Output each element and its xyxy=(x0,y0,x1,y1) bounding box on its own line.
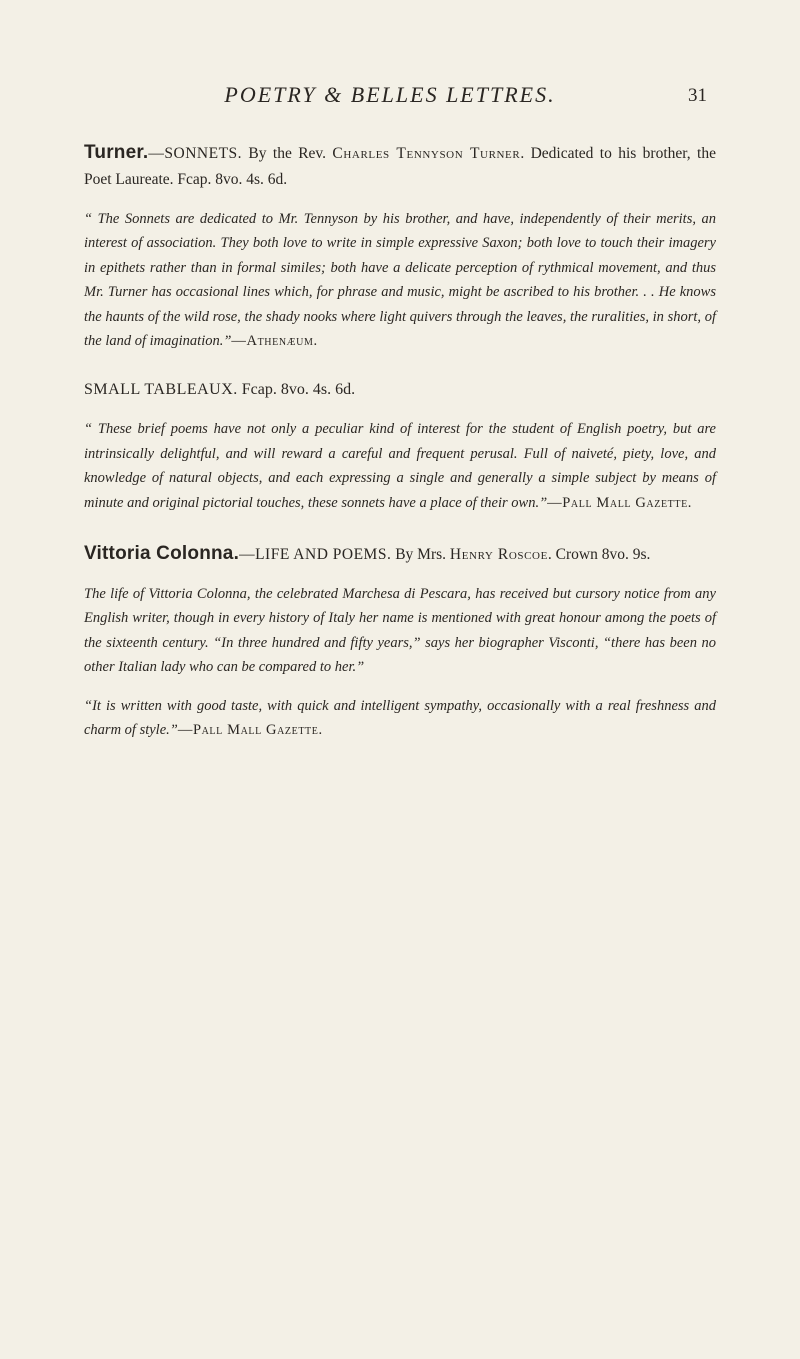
review-source: —Pall Mall Gazette. xyxy=(177,722,323,739)
entry-details: . Crown 8vo. 9s. xyxy=(547,546,651,564)
entry-author-full: Charles Tennyson Turner xyxy=(332,145,521,162)
entry-title: SMALL TABLEAUX. xyxy=(84,381,238,399)
entry-title: —LIFE AND POEMS. xyxy=(239,546,392,564)
running-head: POETRY & BELLES LETTRES. xyxy=(224,82,556,107)
entry-details: Fcap. 8vo. 4s. 6d. xyxy=(237,381,356,399)
review-text: “ These brief poems have not only a peculiar kind of interest for the student of English poetry, but are intrinsically delightful, and will reward a careful and frequent perusal. Full of naiveté, piety, love, and knowledge of natural objects, and each expressing a single and generally a simple subject by means of minute and original pictorial touches, these sonnets have a place of their own.” xyxy=(84,421,716,511)
entry-details: . Dedicated to his brother, the Poet Laureate. Fcap. 8vo. 4s. 6d. xyxy=(84,145,716,188)
entry-author: Turner. xyxy=(84,142,149,163)
entry-by: By the Rev. xyxy=(242,145,333,162)
review-text: “It is written with good taste, with quick and intelligent sympathy, occasionally with a real freshness and charm of style.” xyxy=(84,697,716,739)
entry-title: —SONNETS. xyxy=(148,145,243,162)
entry-turner-review xyxy=(84,207,716,353)
review-source: —Athenæum. xyxy=(231,333,318,350)
entry-author: Vittoria Colonna. xyxy=(84,543,240,565)
page-number: 31 xyxy=(688,85,707,106)
entry-small-tableaux-review xyxy=(84,417,716,515)
review-text: “ The Sonnets are dedicated to Mr. Tennyson by his brother, and have, independently of their merits, an interest of association. They both love to write in simple expressive Saxon; both love to touch their imagery in epithets rather than in formal similes; both have a delicate perception of rythmical movement, and thus Mr. Turner has occasional lines which, for phrase and music, might be ascribed to his brother. . . He knows the haunts of the wild rose, the shady nooks where light quivers through the leaves, the ruralities, in short, of the land of imagination.” xyxy=(84,211,716,350)
page-content xyxy=(84,140,716,743)
entry-colonna-heading xyxy=(84,541,716,568)
review-source: —Pall Mall Gazette. xyxy=(547,494,693,511)
entry-author-full: Henry Roscoe xyxy=(449,546,548,564)
entry-turner-heading xyxy=(84,140,716,193)
entry-small-tableaux-heading xyxy=(84,377,716,403)
entry-colonna-review xyxy=(84,694,716,743)
entry-by: By Mrs. xyxy=(391,546,450,564)
entry-colonna-description: The life of Vittoria Colonna, the celebrated Marchesa di Pescara, has received but cursory notice from any English writer, though in every history of Italy her name is mentioned with great honour among the poets of the sixteenth century. “In three hundred and fifty years,” says her biographer Visconti, “there has been no other Italian lady who can be compared to her.” xyxy=(84,586,716,676)
